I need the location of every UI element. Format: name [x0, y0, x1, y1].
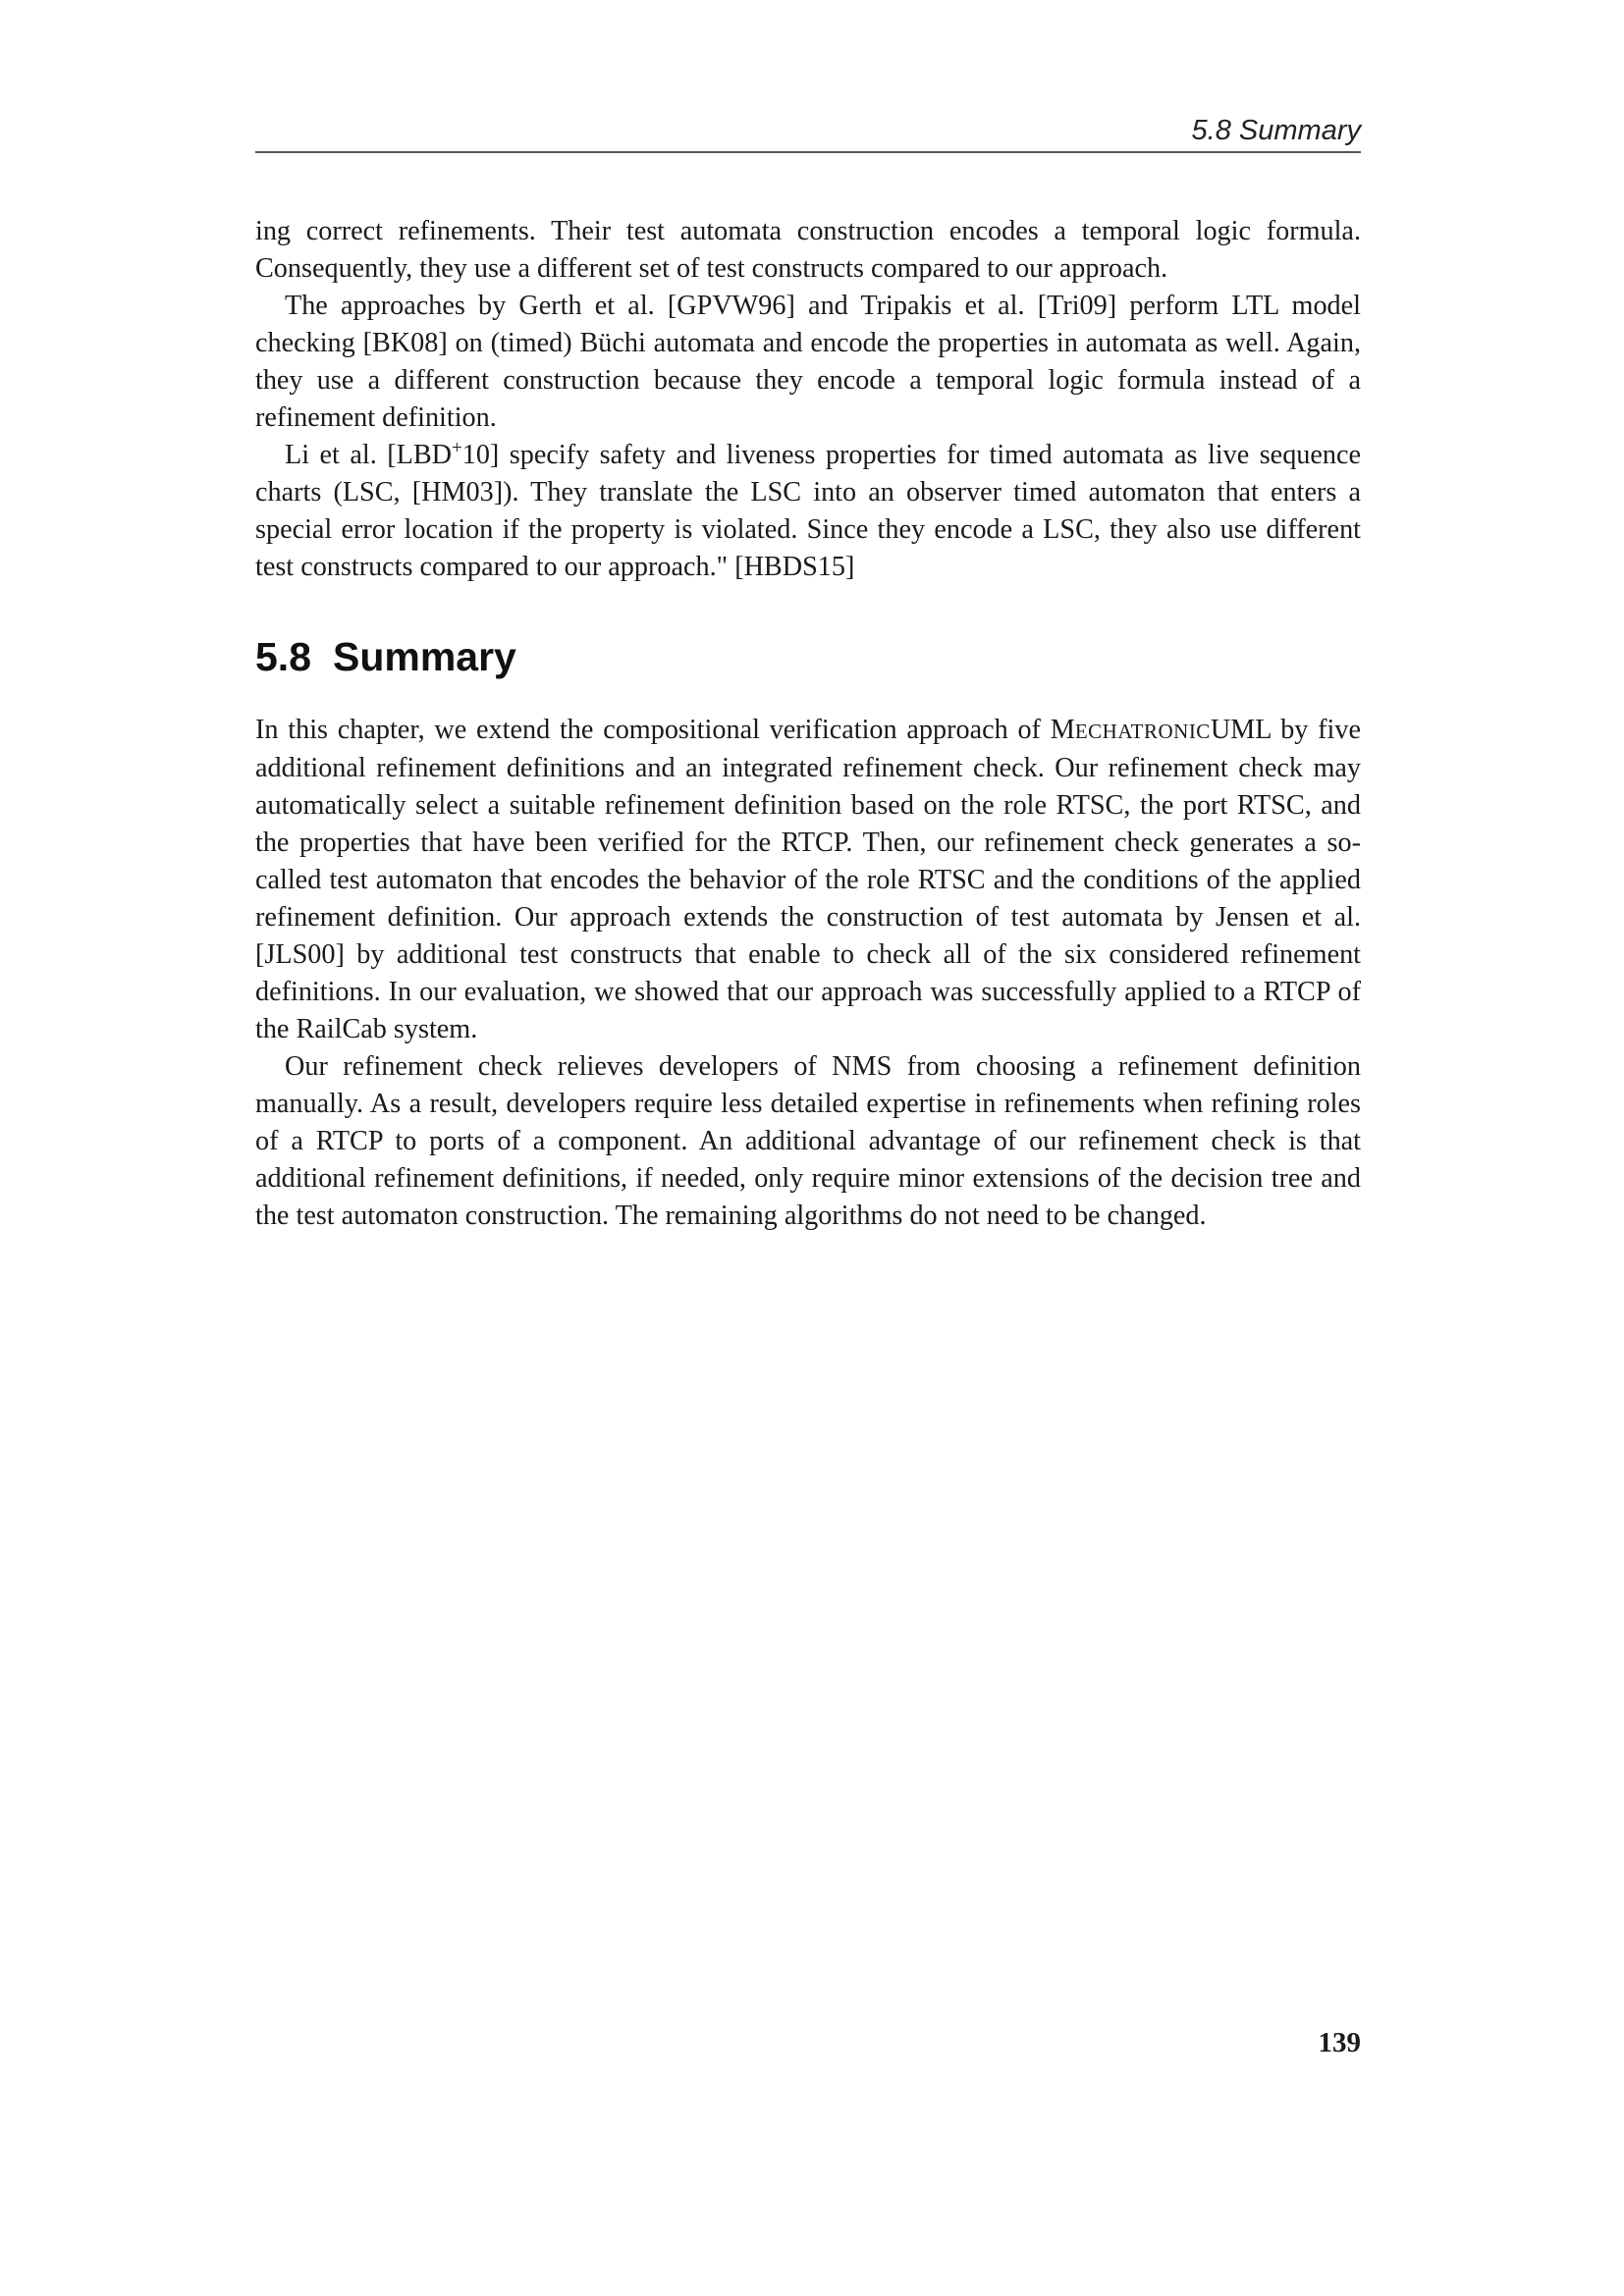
page-number: 139	[1318, 2027, 1361, 2058]
previous-section-text	[255, 213, 1361, 586]
running-header-title: 5.8 Summary	[1191, 115, 1361, 146]
citation-superscript: +	[452, 438, 462, 458]
summary-section-text	[255, 712, 1361, 1235]
paragraph-ltl-model-checking: The approaches by Gerth et al. [GPVW96] and Tripakis et al. [Tri09] perform LTL model checking [BK08] on (timed) Büchi automata and encode the properties in automata as well. Again, they use a different construction because they encode a temporal logic formula instead of a refinement definition.	[255, 291, 1361, 433]
summary-p1-start: In this chapter, we extend the compositional verification approach of	[255, 715, 1051, 745]
paragraph-lsc-rest: 10] specify safety and liveness properties for timed automata as live sequence charts (LSC, [HM03]). They translate the LSC into an observer timed automaton that enters a special error location if the property is violated. Since they encode a LSC, they also use different test constructs compared to our approach." [HBDS15]	[255, 440, 1362, 582]
mechatronic-smallcaps: ECHATRONIC	[1074, 720, 1211, 743]
mechatronic-suffix: UML	[1210, 715, 1272, 745]
paragraph-lsc-start: Li et al. [LBD	[285, 440, 453, 470]
paragraph-continuation: ing correct refinements. Their test automata construction encodes a temporal logic formula. Consequently, they use a different set of test constructs compared to our approach.	[255, 216, 1361, 284]
running-header	[255, 110, 1361, 153]
paragraph-summary-chapter	[255, 712, 1361, 1048]
section-title: Summary	[333, 634, 516, 679]
section-heading	[255, 632, 516, 681]
paragraph-lsc	[255, 437, 1361, 586]
section-number: 5.8	[255, 634, 311, 679]
mechatronic-initial: M	[1050, 715, 1075, 745]
paragraph-summary-advantages: Our refinement check relieves developers of NMS from choosing a refinement definition manually. As a result, developers require less detailed expertise in refinements when refining roles of a RTCP to ports of a component. An additional advantage of our refinement check is that additional refinement definitions, if needed, only require minor extensions of the decision tree and the test automaton construction. The remaining algorithms do not need to be changed.	[255, 1051, 1361, 1231]
summary-p1-rest: by five additional refinement definitions and an integrated refinement check. Our refinement check may automatically select a suitable refinement definition based on the role RTSC, the port RTSC, and the properties that have been verified for the RTCP. Then, our refinement check generates a so-called test automaton that encodes the behavior of the role RTSC and the conditions of the applied refinement definition. Our approach extends the construction of test automata by Jensen et al. [JLS00] by additional test constructs that enable to check all of the six considered refinement definitions. In our evaluation, we showed that our approach was successfully applied to a RTCP of the RailCab system.	[255, 715, 1361, 1044]
